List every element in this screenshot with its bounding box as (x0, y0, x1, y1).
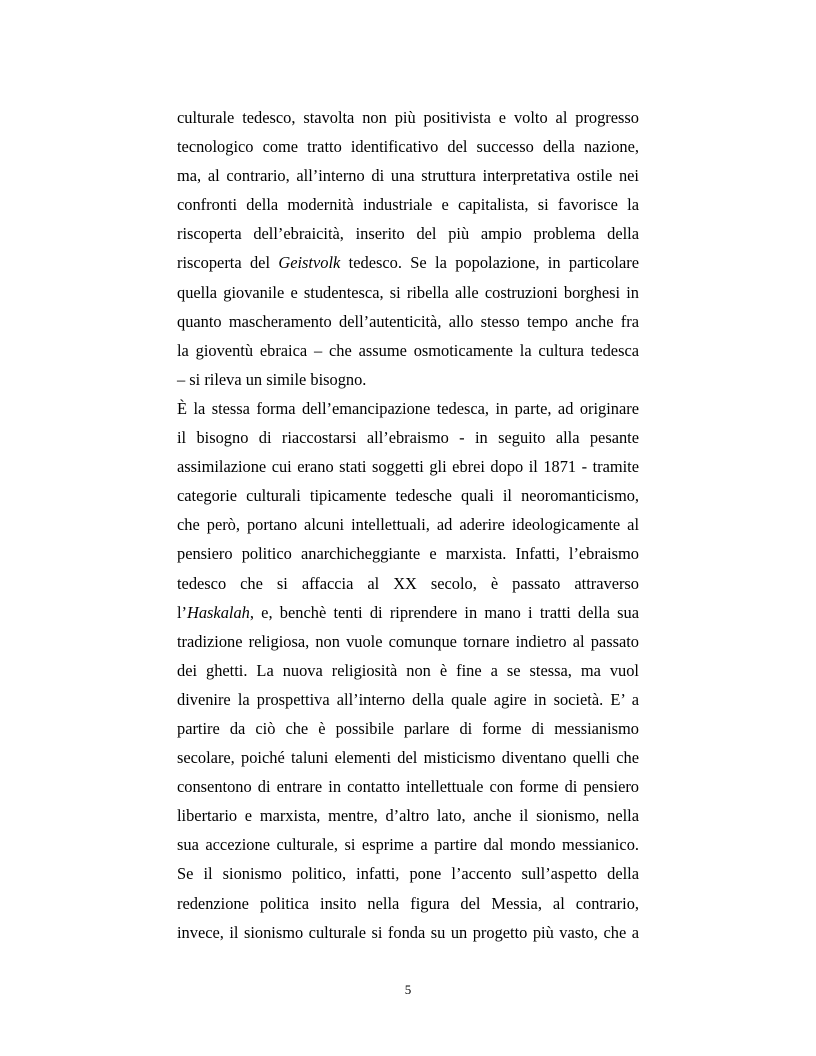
text-line: il bisogno di riaccostarsi all’ebraismo - in seguito alla pesante (177, 428, 639, 448)
paragraph-last-line: – si rileva un simile bisogno. (177, 369, 367, 389)
text-line: pensiero politico anarchicheggiante e marxista. Infatti, l’ebraismo (177, 544, 639, 564)
body-text (177, 103, 639, 947)
text-line: la gioventù ebraica – che assume osmoticamente la cultura tedesca (177, 340, 639, 360)
text-line: categorie culturali tipicamente tedesche quali il neoromanticismo, (177, 486, 639, 506)
text-line: Se il sionismo politico, infatti, pone l’accento sull’aspetto della (177, 864, 639, 884)
text-line: divenire la prospettiva all’interno della quale agire in società. E’ a (177, 689, 639, 709)
text-line: consentono di entrare in contatto intellettuale con forme di pensiero (177, 777, 639, 797)
text-line: tradizione religiosa, non vuole comunque tornare indietro al passato (177, 631, 639, 651)
text-line: tecnologico come tratto identificativo del successo della nazione, (177, 137, 639, 157)
text-line: sua accezione culturale, si esprime a partire dal mondo messianico. (177, 835, 639, 855)
text-line: redenzione politica insito nella figura del Messia, al contrario, (177, 893, 639, 913)
text-line: culturale tedesco, stavolta non più positivista e volto al progresso (177, 108, 639, 127)
text-line: assimilazione cui erano stati soggetti gli ebrei dopo il 1871 - tramite (177, 457, 639, 477)
text-line: confronti della modernità industriale e capitalista, si favorisce la (177, 195, 639, 215)
text-line: dei ghetti. La nuova religiosità non è fine a se stessa, ma vuol (177, 660, 639, 680)
text-line (177, 248, 639, 277)
text-segment: tedesco. Se la popolazione, in particolare (340, 253, 639, 273)
text-line: quella giovanile e studentesca, si ribella alle costruzioni borghesi in (177, 282, 639, 302)
page-number: 5 (404, 982, 412, 997)
text-line: ma, al contrario, all’interno di una struttura interpretativa ostile nei (177, 166, 639, 186)
text-line: partire da ciò che è possibile parlare di forme di messianismo (177, 718, 639, 738)
text-line: È la stessa forma dell’emancipazione tedesca, in parte, ad originare (177, 398, 639, 418)
text-line: riscoperta dell’ebraicità, inserito del più ampio problema della (177, 224, 639, 244)
text-segment: riscoperta del (177, 253, 279, 273)
italic-term: Haskalah (187, 602, 250, 622)
text-line: libertario e marxista, mentre, d’altro lato, anche il sionismo, nella (177, 806, 639, 826)
text-segment: , e, benchè tenti di riprendere in mano i tratti della sua (249, 602, 639, 622)
text-line: che però, portano alcuni intellettuali, ad aderire ideologicamente al (177, 515, 639, 535)
text-segment: l’ (177, 602, 188, 622)
text-line: invece, il sionismo culturale si fonda su un progetto più vasto, che a (177, 922, 639, 942)
text-line (177, 598, 639, 627)
italic-term: Geistvolk (278, 253, 341, 273)
text-line: secolare, poiché taluni elementi del misticismo diventano quelli che (177, 748, 639, 768)
text-line: tedesco che si affaccia al XX secolo, è passato attraverso (177, 573, 639, 593)
text-line: quanto mascheramento dell’autenticità, allo stesso tempo anche fra (177, 311, 639, 331)
